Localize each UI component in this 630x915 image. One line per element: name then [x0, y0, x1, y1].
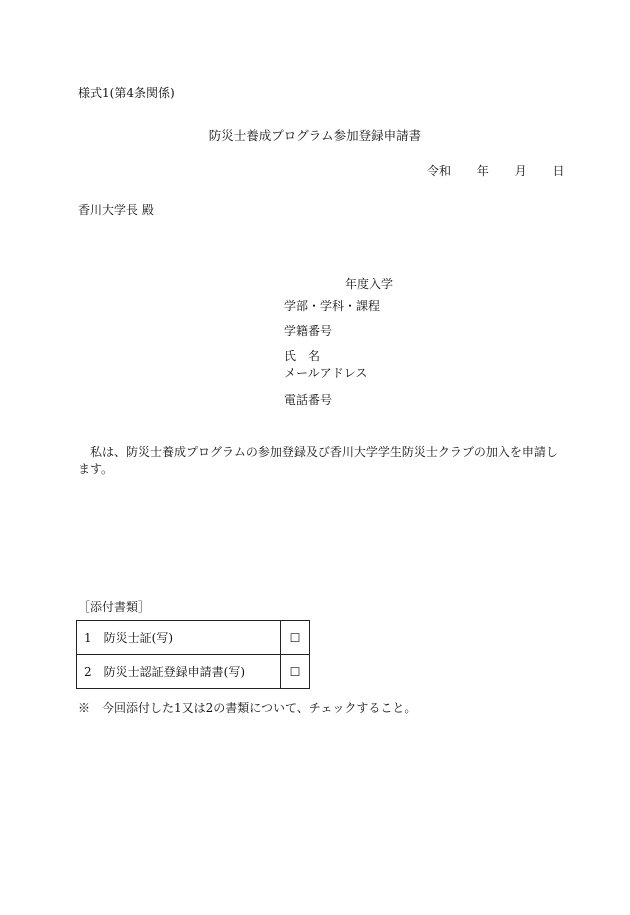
table-row [77, 621, 310, 655]
attachments-heading: ［添付書類］ [78, 600, 151, 614]
date-line [427, 162, 565, 179]
attachment-checkbox[interactable]: ☐ [281, 655, 310, 689]
email-label: メールアドレス [284, 366, 368, 380]
date-year: 年 [476, 164, 489, 178]
student-number-label: 学籍番号 [284, 324, 333, 338]
faculty-label: 学部・学科・課程 [284, 299, 381, 313]
document-title: 防災士養成プログラム参加登録申請書 [208, 128, 422, 143]
date-month: 月 [514, 164, 527, 178]
date-era: 令和 [427, 164, 452, 178]
addressee: 香川大学長 殿 [78, 203, 154, 217]
name-label: 氏 名 [284, 349, 321, 363]
form-number: 様式1(第4条関係) [78, 86, 175, 100]
application-statement: 私は、防災士養成プログラムの参加登録及び香川大学学生防災士クラブの加入を申請します。 [78, 445, 558, 476]
table-row [77, 655, 310, 689]
phone-label: 電話番号 [284, 393, 333, 407]
attachment-label: 2 防災士認証登録申請書(写) [77, 655, 281, 689]
attachment-note: ※ 今回添付した1又は2の書類について、チェックすること。 [78, 701, 417, 715]
enrollment-year-label: 年度入学 [345, 277, 394, 291]
attachments-table [76, 620, 310, 689]
attachment-checkbox[interactable]: ☐ [281, 621, 310, 655]
attachment-label: 1 防災士証(写) [77, 621, 281, 655]
date-day: 日 [552, 164, 565, 178]
